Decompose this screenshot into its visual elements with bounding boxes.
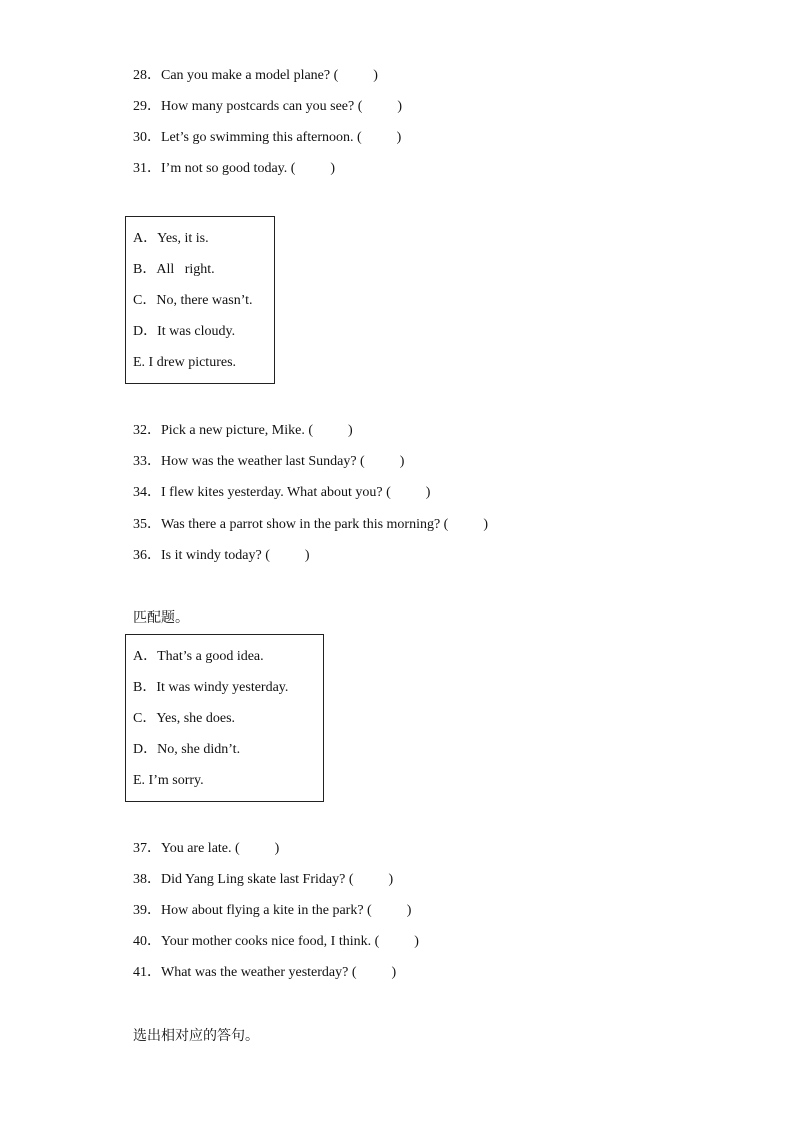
option-b: B．All right.: [133, 262, 215, 277]
option-d: D．No, she didn’t.: [133, 742, 241, 757]
option-e: E. I’m sorry.: [133, 773, 204, 788]
question-41: 41．What was the weather yesterday? ( ): [133, 965, 397, 980]
option-d: D．It was cloudy.: [133, 324, 236, 339]
question-29: 29．How many postcards can you see? ( ): [133, 99, 403, 114]
options-box-2: [125, 634, 324, 802]
option-a: A．Yes, it is.: [133, 231, 209, 246]
option-c: C．Yes, she does.: [133, 711, 236, 726]
question-33: 33．How was the weather last Sunday? ( ): [133, 454, 405, 469]
question-38: 38．Did Yang Ling skate last Friday? ( ): [133, 872, 394, 887]
question-37: 37．You are late. ( ): [133, 841, 280, 856]
question-35: 35．Was there a parrot show in the park this morning? ( ): [133, 517, 489, 532]
option-b: B．It was windy yesterday.: [133, 680, 289, 695]
question-40: 40．Your mother cooks nice food, I think. ( ): [133, 934, 419, 949]
question-28: 28．Can you make a model plane? ( ): [133, 68, 378, 83]
question-30: 30．Let’s go swimming this afternoon. ( ): [133, 130, 402, 145]
option-e: E. I drew pictures.: [133, 355, 237, 370]
section-heading-matching: 匹配题。: [133, 610, 189, 626]
question-31: 31．I’m not so good today. ( ): [133, 161, 336, 176]
question-32: 32．Pick a new picture, Mike. ( ): [133, 423, 353, 438]
question-34: 34．I flew kites yesterday. What about you? ( ): [133, 485, 431, 500]
option-a: A．That’s a good idea.: [133, 649, 264, 664]
option-c: C．No, there wasn’t.: [133, 293, 253, 308]
question-36: 36．Is it windy today? ( ): [133, 548, 310, 563]
section-heading-choose-answer: 选出相对应的答句。: [133, 1028, 259, 1044]
question-39: 39．How about flying a kite in the park? ( ): [133, 903, 412, 918]
options-box-1: [125, 216, 275, 384]
